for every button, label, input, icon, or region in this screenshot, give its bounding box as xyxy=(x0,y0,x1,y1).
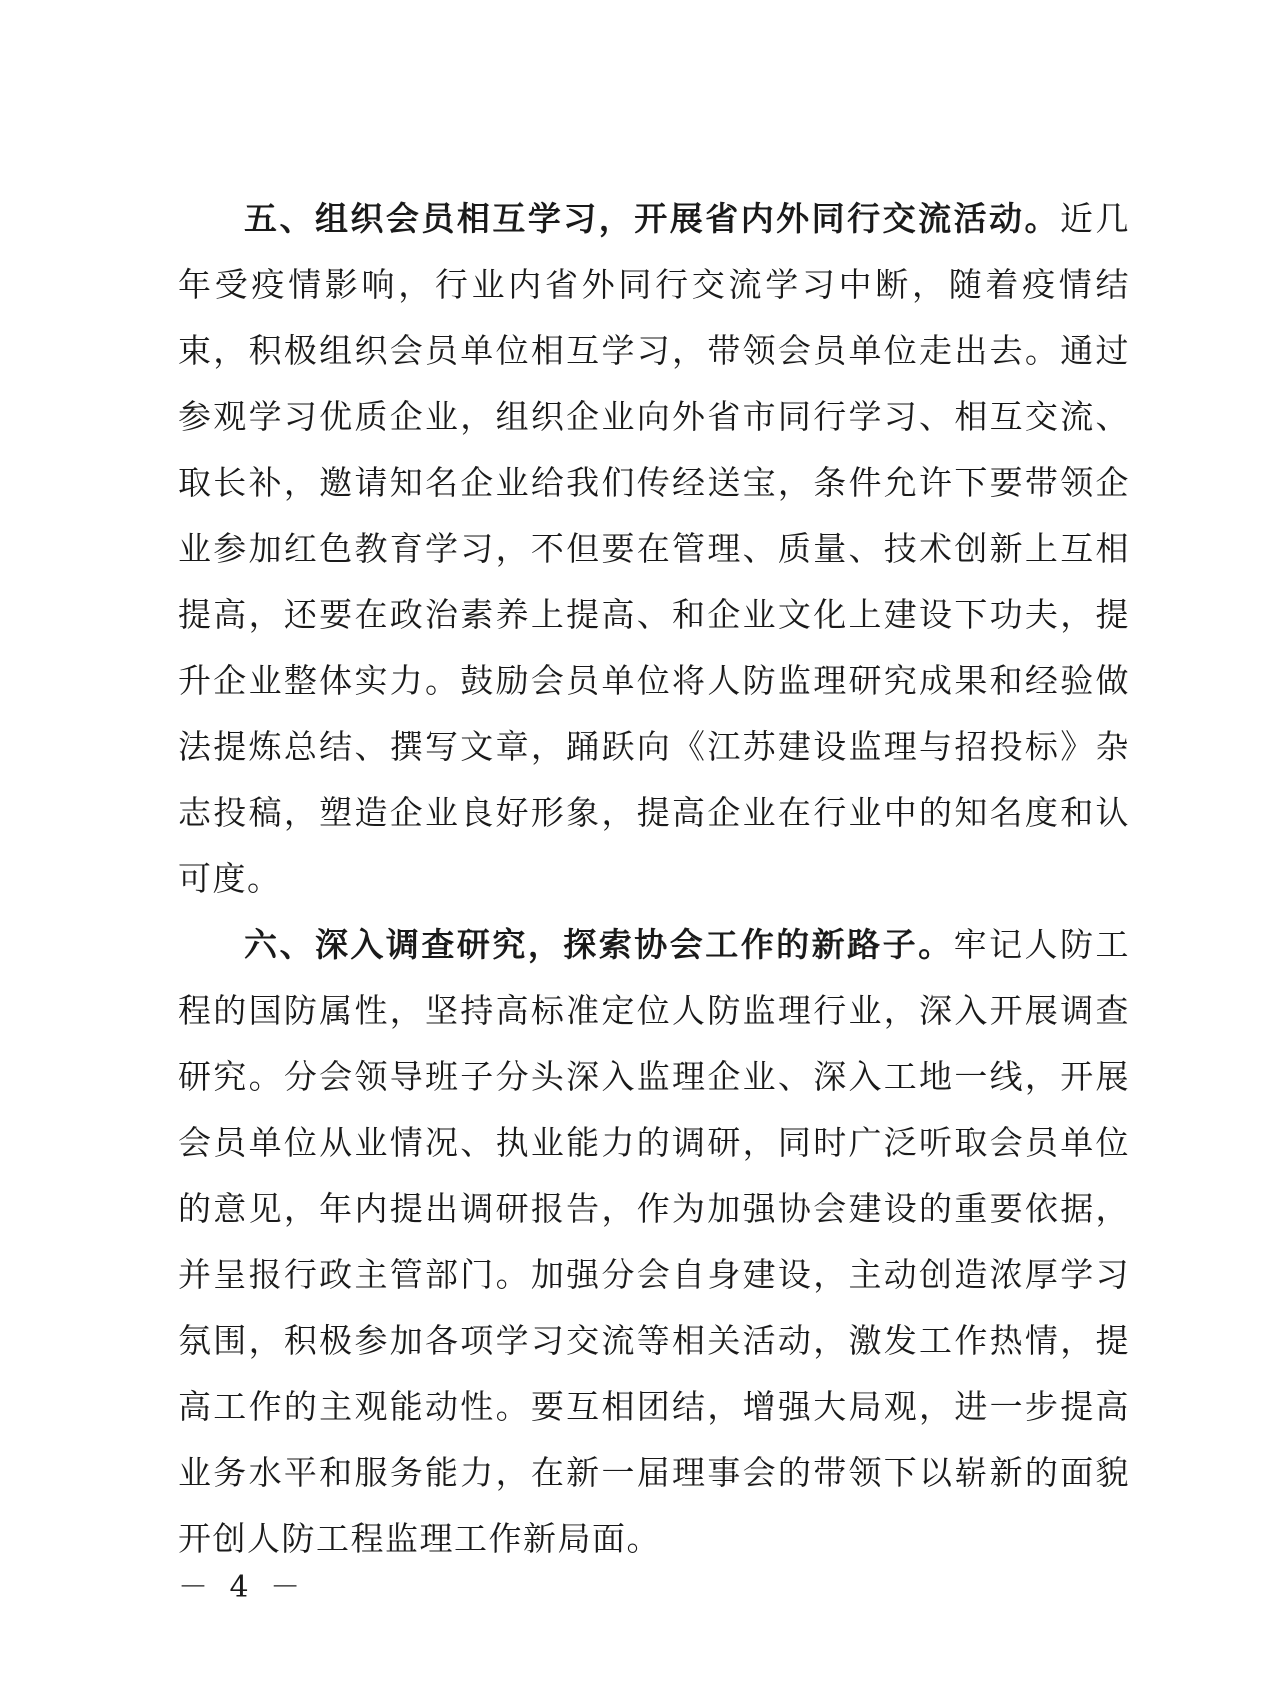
section-5-heading: 五、组织会员相互学习，开展省内外同行交流活动。 xyxy=(244,199,1061,238)
section-6-heading: 六、深入调查研究，探索协会工作的新路子。 xyxy=(244,925,954,964)
page-number: － 4 － xyxy=(178,1570,307,1605)
section-6-body: 牢记人防工程的国防属性，坚持高标准定位人防监理行业，深入开展调查研究。分会领导班子分头深入监理企业、深入工地一线，开展会员单位从业情况、执业能力的调研，同时广泛听取会员单位的意见，年内提出调研报告，作为加强协会建设的重要依据，并呈报行政主管部门。加强分会自身建设，主动创造浓厚学习氛围，积极参加各项学习交流等相关活动，激发工作热情，提高工作的主观能动性。要互相团结，增强大局观，进一步提高业务水平和服务能力，在新一届理事会的带领下以崭新的面貌开创人防工程监理工作新局面。 xyxy=(178,925,1131,1558)
section-5-body: 近几年受疫情影响，行业内省外同行交流学习中断，随着疫情结束，积极组织会员单位相互学习，带领会员单位走出去。通过参观学习优质企业，组织企业向外省市同行学习、相互交流、取长补，邀请知名企业给我们传经送宝，条件允许下要带领企业参加红色教育学习，不但要在管理、质量、技术创新上互相提高，还要在政治素养上提高、和企业文化上建设下功夫，提升企业整体实力。鼓励会员单位将人防监理研究成果和经验做法提炼总结、撰写文章，踊跃向《江苏建设监理与招投标》杂志投稿，塑造企业良好形象，提高企业在行业中的知名度和认可度。 xyxy=(178,199,1131,898)
paragraph-section-6 xyxy=(178,912,1130,1572)
paragraph-section-5 xyxy=(178,186,1130,912)
document-body xyxy=(178,186,1130,1572)
